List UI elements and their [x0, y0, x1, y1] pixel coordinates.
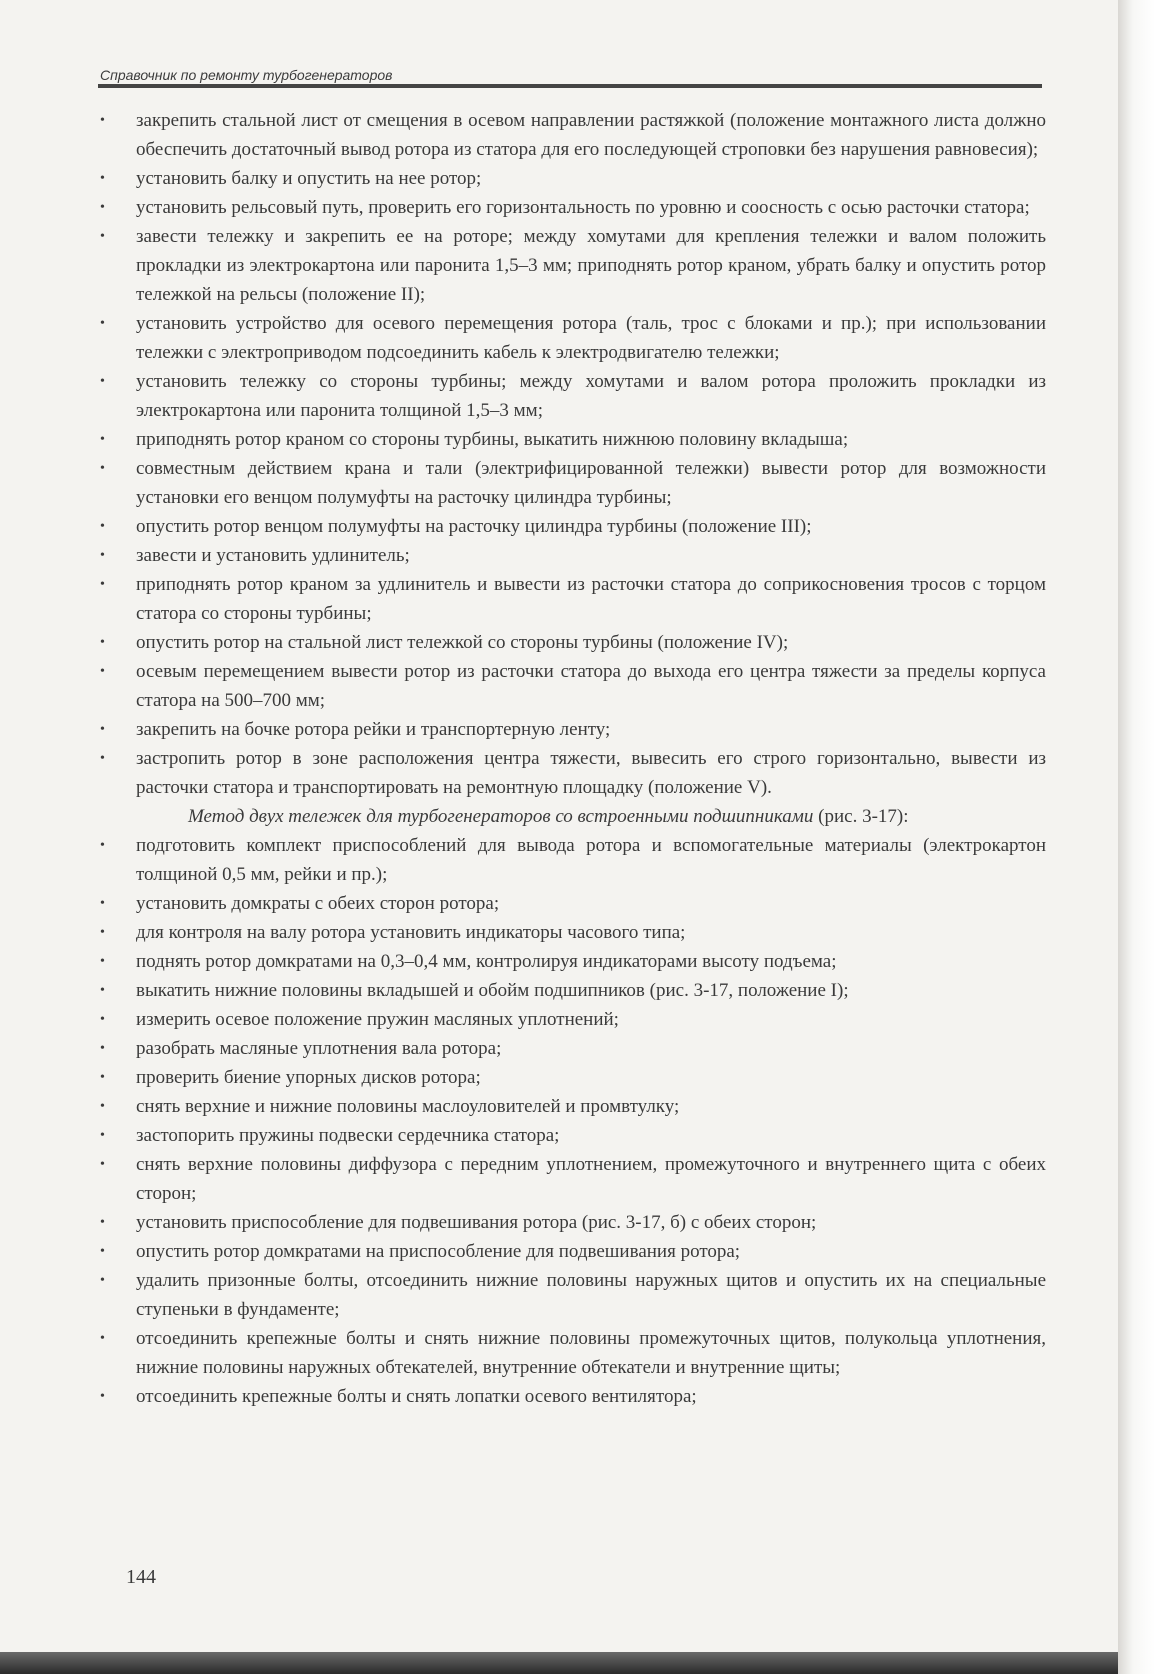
running-title: Справочник по ремонту турбогенераторов — [100, 67, 393, 83]
bullet-icon: • — [100, 1070, 105, 1085]
list-item — [96, 628, 1046, 657]
bullet-icon: • — [100, 519, 105, 534]
list-item-text: застопорить пружины подвески сердечника статора; — [136, 1125, 560, 1146]
bullet-icon: • — [100, 896, 105, 911]
bullet-icon: • — [100, 664, 105, 679]
list-item — [96, 1324, 1046, 1382]
list-item — [96, 1208, 1046, 1237]
bullet-icon: • — [100, 954, 105, 969]
list-item — [96, 976, 1046, 1005]
list-item — [96, 1092, 1046, 1121]
list-item — [96, 831, 1046, 889]
list-item — [96, 1005, 1046, 1034]
list-item-text: удалить призонные болты, отсоединить нижние половины наружных щитов и опустить их на специальные ступеньки в фундаменте; — [136, 1270, 1046, 1320]
step-list-2 — [96, 831, 1046, 1411]
list-item-text: отсоединить крепежные болты и снять лопатки осевого вентилятора; — [136, 1386, 697, 1407]
list-item-text: приподнять ротор краном со стороны турбины, выкатить нижнюю половину вкладыша; — [136, 429, 849, 450]
list-item-text: совместным действием крана и тали (электрифицированной тележки) вывести ротор для возможности установки его венцом полумуфты на расточку цилиндра турбины; — [136, 458, 1046, 508]
list-item-text: установить устройство для осевого перемещения ротора (таль, трос с блоками и пр.); при использовании тележки с электроприводом подсоединить кабель к электродвигателю тележки; — [136, 313, 1046, 363]
list-item — [96, 164, 1046, 193]
list-item-text: проверить биение упорных дисков ротора; — [136, 1067, 481, 1088]
list-item — [96, 744, 1046, 802]
list-item — [96, 425, 1046, 454]
list-item — [96, 512, 1046, 541]
bullet-icon: • — [100, 1157, 105, 1172]
list-item-text: поднять ротор домкратами на 0,3–0,4 мм, контролируя индикаторами высоту подъема; — [136, 951, 837, 972]
list-item-text: снять верхние и нижние половины маслоуловителей и промвтулку; — [136, 1096, 680, 1117]
list-item-text: опустить ротор на стальной лист тележкой со стороны турбины (положение IV); — [136, 632, 789, 653]
bullet-icon: • — [100, 1215, 105, 1230]
bullet-icon: • — [100, 1244, 105, 1259]
list-item-text: подготовить комплект приспособлений для вывода ротора и вспомогательные материалы (электрокартон толщиной 0,5 мм, рейки и пр.); — [136, 835, 1046, 885]
list-item-text: выкатить нижние половины вкладышей и обойм подшипников (рис. 3-17, положение I); — [136, 980, 849, 1001]
bullet-icon: • — [100, 751, 105, 766]
list-item — [96, 309, 1046, 367]
page-body — [96, 106, 1046, 1411]
method-title: Метод двух тележек для турбогенераторов со встроенными подшипниками — [188, 806, 814, 827]
bullet-icon: • — [100, 1273, 105, 1288]
list-item-text: установить рельсовый путь, проверить его горизонтальность по уровню и соосность с осью расточки статора; — [136, 197, 1030, 218]
bullet-icon: • — [100, 461, 105, 476]
bullet-icon: • — [100, 722, 105, 737]
list-item — [96, 715, 1046, 744]
bullet-icon: • — [100, 1099, 105, 1114]
step-list-1 — [96, 106, 1046, 802]
list-item — [96, 1382, 1046, 1411]
list-item — [96, 1266, 1046, 1324]
bullet-icon: • — [100, 374, 105, 389]
list-item-text: установить домкраты с обеих сторон ротора; — [136, 893, 500, 914]
list-item — [96, 1150, 1046, 1208]
bullet-icon: • — [100, 316, 105, 331]
list-item — [96, 541, 1046, 570]
list-item-text: осевым перемещением вывести ротор из расточки статора до выхода его центра тяжести за пределы корпуса статора на 500–700 мм; — [136, 661, 1046, 711]
bullet-icon: • — [100, 1128, 105, 1143]
bullet-icon: • — [100, 1331, 105, 1346]
list-item — [96, 570, 1046, 628]
header-rule — [98, 84, 1042, 88]
list-item-text: установить тележку со стороны турбины; между хомутами и валом ротора проложить прокладки из электрокартона или паронита толщиной 1,5–3 мм; — [136, 371, 1046, 421]
list-item — [96, 1034, 1046, 1063]
bullet-icon: • — [100, 838, 105, 853]
bullet-icon: • — [100, 1389, 105, 1404]
bullet-icon: • — [100, 548, 105, 563]
list-item-text: разобрать масляные уплотнения вала ротора; — [136, 1038, 502, 1059]
list-item-text: отсоединить крепежные болты и снять нижние половины промежуточных щитов, полукольца уплотнения, нижние половины наружных обтекателей, внутренние обтекатели и внутренние щиты; — [136, 1328, 1046, 1378]
bullet-icon: • — [100, 983, 105, 998]
bullet-icon: • — [100, 113, 105, 128]
page-number: 144 — [126, 1566, 156, 1588]
list-item — [96, 918, 1046, 947]
list-item-text: завести тележку и закрепить ее на роторе; между хомутами для крепления тележки и валом положить прокладки из электрокартона или паронита 1,5–3 мм; приподнять ротор краном, убрать балку и опустить ротор тележкой на рельсы (положение II); — [136, 226, 1046, 305]
list-item — [96, 367, 1046, 425]
bullet-icon: • — [100, 1012, 105, 1027]
list-item — [96, 947, 1046, 976]
list-item-text: закрепить на бочке ротора рейки и транспортерную ленту; — [136, 719, 611, 740]
list-item — [96, 1063, 1046, 1092]
list-item-text: измерить осевое положение пружин масляных уплотнений; — [136, 1009, 619, 1030]
list-item — [96, 106, 1046, 164]
bullet-icon: • — [100, 171, 105, 186]
list-item-text: установить балку и опустить на нее ротор; — [136, 168, 482, 189]
bullet-icon: • — [100, 432, 105, 447]
list-item — [96, 454, 1046, 512]
list-item-text: застропить ротор в зоне расположения центра тяжести, вывесить его строго горизонтально, вывести из расточки статора и транспортировать на ремонтную площадку (положение V). — [136, 748, 1046, 798]
method-figure-ref: (рис. 3-17): — [813, 806, 909, 827]
bullet-icon: • — [100, 577, 105, 592]
list-item — [96, 1121, 1046, 1150]
list-item-text: установить приспособление для подвешивания ротора (рис. 3-17, б) с обеих сторон; — [136, 1212, 817, 1233]
list-item-text: для контроля на валу ротора установить индикаторы часового типа; — [136, 922, 686, 943]
list-item — [96, 193, 1046, 222]
bullet-icon: • — [100, 635, 105, 650]
list-item-text: опустить ротор венцом полумуфты на расточку цилиндра турбины (положение III); — [136, 516, 812, 537]
bullet-icon: • — [100, 1041, 105, 1056]
list-item-text: опустить ротор домкратами на приспособление для подвешивания ротора; — [136, 1241, 741, 1262]
list-item-text: снять верхние половины диффузора с передним уплотнением, промежуточного и внутреннего щита с обеих сторон; — [136, 1154, 1046, 1204]
list-item-text: завести и установить удлинитель; — [136, 545, 410, 566]
list-item — [96, 222, 1046, 309]
list-item — [96, 657, 1046, 715]
list-item-text: закрепить стальной лист от смещения в осевом направлении растяжкой (положение монтажного листа должно обеспечить достаточный вывод ротора из статора для его последующей строповки без нарушения равновесия); — [136, 110, 1046, 160]
scan-bottom-edge — [0, 1652, 1118, 1674]
page-right-edge — [1118, 0, 1155, 1674]
list-item-text: приподнять ротор краном за удлинитель и вывести из расточки статора до соприкосновения тросов с торцом статора со стороны турбины; — [136, 574, 1046, 624]
bullet-icon: • — [100, 925, 105, 940]
list-item — [96, 889, 1046, 918]
bullet-icon: • — [100, 229, 105, 244]
list-item — [96, 1237, 1046, 1266]
bullet-icon: • — [100, 200, 105, 215]
method-paragraph — [96, 802, 1046, 831]
